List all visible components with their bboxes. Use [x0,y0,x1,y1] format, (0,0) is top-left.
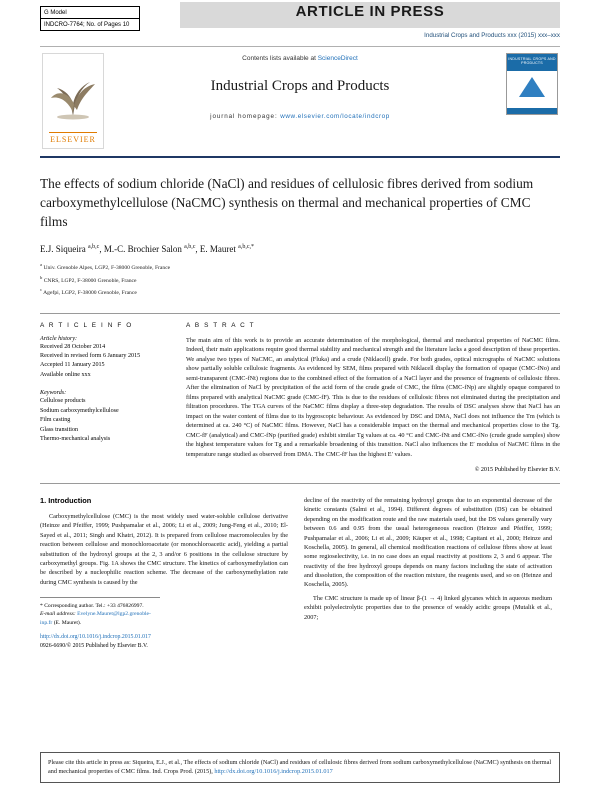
footnote-marker: * [40,603,43,609]
elsevier-rule [49,132,97,133]
journal-title: Industrial Crops and Products [210,78,390,94]
gmodel-line-1: G Model [44,9,67,16]
page-title: The effects of sodium chloride (NaCl) and residues of cellulosic fibres derived from sodium carboxymethylcellulose (NaCMC) synthesis on thermal and mechanical properties of CMC films [40,176,534,230]
journal-cover-art [507,71,557,114]
abstract-column [186,322,560,474]
intro-paragraph-2: decline of the reactivity of the remaining hydroxyl groups due to an exponential decrease of the kinetic constants (Salmi et al., 1994). Different degrees of substitution (DS) can be obtained depending on the modification route and the raw materials used, but the DS values generally vary between 0.6 and 0.95 from the usual heterogeneous reaction (Heinze and Pfeiffer, 1999; Pushpamalar et al., 2006; Li et al., 2009; Käuper et al., 1998; Capitani et al., 2000; Heinze and Koschella, 2005). In general, all chemical modification reactions of cellulose fibres show at least some regioselectivity, i.e. in no case does an equal reactivity at positions 2, 3 and 6 appear. The reactivity of the free hydroxyl groups depends on many factors including the state of activation and dissolution, the composition of the reaction mixture, the reagents used, and so on (Heinze and Koschella, 2005). [304,497,552,589]
journal-masthead [40,46,560,158]
affiliation-c: $^c$ Agefpi, LGP2, F-38000 Grenoble, France [40,287,137,296]
homepage-line [40,113,560,120]
abstract-heading: A B S T R A C T [186,321,256,329]
title-block [40,174,560,299]
body-column-right [304,496,552,627]
keyword-4: Glass transition [40,426,79,433]
article-info-column [40,322,168,474]
homepage-url[interactable]: www.elsevier.com/locate/indcrop [280,113,390,120]
gmodel-line-2: INDCRO-7764; No. of Pages 10 [41,18,139,30]
journal-cover-thumbnail [506,53,558,115]
body-columns [40,496,560,627]
homepage-label: journal homepage: [210,113,278,120]
elsevier-wordmark: ELSEVIER [50,135,96,144]
affiliations [40,261,560,298]
elsevier-tree-icon [43,54,103,120]
article-in-press-text: ARTICLE IN PRESS [295,3,445,20]
footnote-email-link[interactable]: Evelyne.Mauret@lgp2.grenoble-inp.fr [40,611,151,626]
keywords-title: Keywords: [40,390,67,397]
doi-block [40,633,560,652]
abstract-copyright: © 2015 Published by Elsevier B.V. [474,467,560,473]
gmodel-box [40,6,140,31]
journal-cover-triangle-icon [519,77,545,97]
footnote-line-1 [40,602,160,610]
affiliation-a: $^a$ Univ. Grenoble Alpes, LGP2, F-38000 Grenoble, France [40,262,171,271]
elsevier-logo [42,53,104,149]
intro-paragraph-3: The CMC structure is made up of linear β-(1 → 4) linked glycanes which in aqueous medium exhibit polyelectrolytic properties due to the presence of weakly acidic groups (Mutalik et al., 2007; [304,594,552,621]
issn-copyright-line: 0926-6690/© 2015 Published by Elsevier B.V. [40,643,148,650]
journal-cover-title: INDUSTRIAL CROPS AND PRODUCTS [507,54,557,71]
journal-reference: Industrial Crops and Products xxx (2015) xxx–xxx [424,32,560,39]
history-item-2: Received in revised form 6 January 2015 [40,352,141,359]
affiliation-b: $^b$ CNRS, LGP2, F-38000 Grenoble, France [40,274,137,284]
section-heading-introduction: 1. Introduction [40,496,92,505]
sciencedirect-link[interactable]: ScienceDirect [317,55,358,62]
journal-cover-footer-bar [507,108,557,114]
contents-line [40,55,560,62]
top-banner [0,0,600,42]
abstract-text: The main aim of this work is to provide an accurate determination of the morphological, thermal and mechanical properties of NaCMC films. Indeed, their main applications require good thermal stability and mechanical strength and the literature lacks a good description of these properties. We analyse two types of NaCMC, an analytical (Fluka) and a crude (Niklacell) grade. For both grades, optical micrographs of NaCMC solutions show partially soluble cellulosic fragments. As evidenced by SEM, films prepared with Niklacell display the formation of opaque (CMC-fNo) and semi-transparent (CMC-fNt) regions due to the combined effect of the formation of a NaCl layer and the presence of fragments of cellulosic fibres. After the elimination of NaCl by precipitation of the acid form of the crude grade of CMC, the films (CMC-fNp) are slightly opaque compared to films prepared with analytical NaCMC grade (CMC-fF). This is due to the residues of cellulosic fibres not eliminated during the precipitation and filtration procedures. The TGA curves of the NaCMC films display a three-step degradation. The results of DSC analyses show that NaCl has an impact on the water content of films due to its hygroscopic behaviour. As evidenced by DSC and DMA, NaCl does not influence the Tm (which is determined at ca. 240 °C) of NaCMC films. However, NaCl has a considerable impact on the thermal and mechanical properties close to the Tg. CMC-fF (analytical) and CMC-fNp (purified grade) exhibit similar Tg values at ca. 40 °C and CMC-fNt and CMC-fNo (crude grade samples) show the highest temperature values for Tg and a remarkable broadening of this transition. NaCl also influences the E′ modulus of NaCMC films in the temperature range studied as observed from DMA. The CMC-fF has the highest E′ values. [186,336,560,458]
keyword-1: Cellulose products [40,398,86,405]
history-item-4: Available online xxx [40,371,91,378]
authors-text: E.J. Siqueira $^{a,b,c}$, M.-C. Brochier Salon $^{a,b,c}$, E. Mauret $^{a,b,c,*}$ [40,244,254,255]
footnote-phone: Corresponding author. Tel.: +33 476826997. [44,603,144,609]
keyword-3: Film casting [40,417,71,424]
elsevier-tree-svg [43,54,103,120]
citation-doi-link[interactable]: http://dx.doi.org/10.1016/j.indcrop.2015.01.017 [214,768,333,776]
info-abstract-section [40,313,560,485]
doi-link[interactable]: http://dx.doi.org/10.1016/j.indcrop.2015.01.017 [40,634,151,641]
cite-this-article-box [40,752,560,783]
keyword-2: Sodium carboxymethylcellulose [40,407,119,414]
author-list [40,244,560,254]
body-column-left [40,496,288,627]
history-item-3: Accepted 11 January 2015 [40,362,105,369]
intro-paragraph-1: Carboxymethylcellulose (CMC) is the most widely used water-soluble cellulose derivative (Heinze and Pfeiffer, 1999; Pushpamalar et al., 2006; Li et al., 2009; Jung-Feng et al., 2010; El-Sayed et al., 2011; Singh and Khatri, 2012). It is prepared from cellulose macromolecules by the reaction between cellulose and monochloroacetate (or monochloroacetic acid), yielding a partial substitution of the hydroxyl groups at the 2, 3 and/or 6 positions in the cellulose structure by carboxymethyl groups. Fig. 1A shows the CMC structure. The kinetics of carboxymethylation can be described by a nucleophilic reaction scheme. The decrease of the carboxymethylation rate during CMC synthesis is caused by the [40,513,288,586]
citation-text: Please cite this article in press as: Siqueira, E.J., et al., The effects of sodium chloride (NaCl) and residues of cellulosic fibres derived from sodium carboxymethylcellulose (NaCMC) synthesis on thermal and mechanical properties of CMC films. Ind. Crops Prod. (2015), [48,758,552,776]
article-history-title: Article history: [40,335,78,342]
footnote-email-suffix: (E. Mauret). [53,619,82,626]
footnote-email-label: E-mail address: [40,611,76,618]
contents-prefix: Contents lists available at [242,55,316,62]
corresponding-author-footnote [40,597,160,627]
history-item-1: Received 28 October 2014 [40,343,106,350]
footnote-line-2 [40,610,160,627]
keyword-5: Thermo-mechanical analysis [40,436,111,442]
article-info-heading: A R T I C L E I N F O [40,321,133,329]
